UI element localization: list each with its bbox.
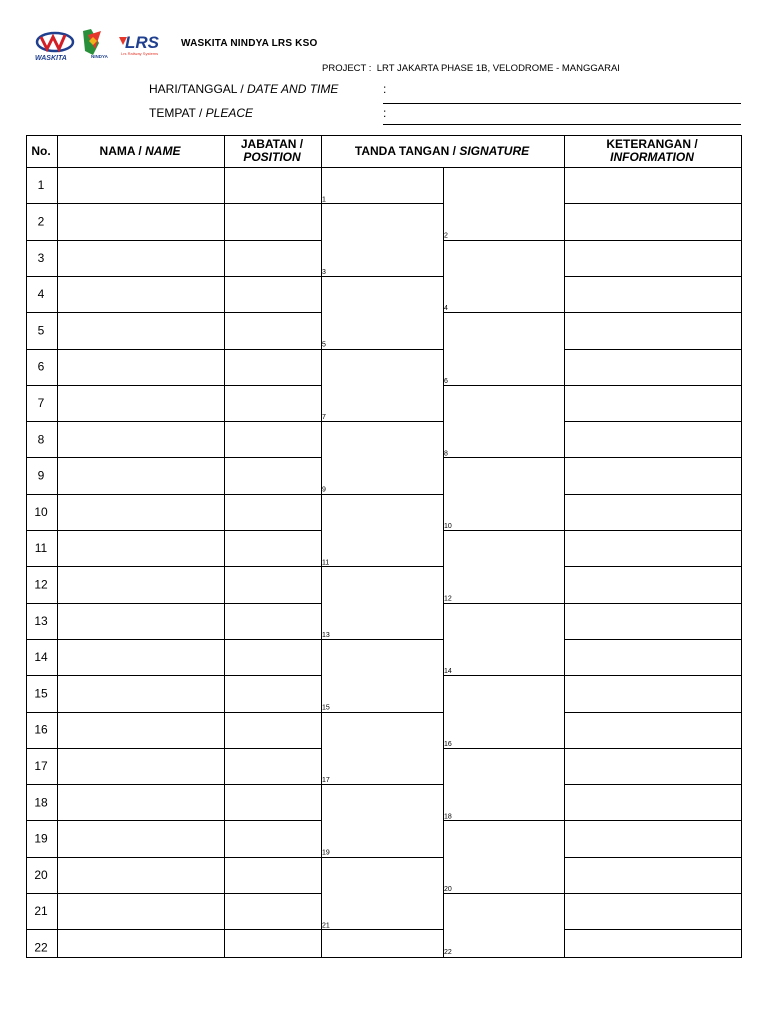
date-field-line[interactable] <box>383 103 741 104</box>
position-cell[interactable] <box>225 676 320 710</box>
signature-number: 20 <box>444 886 452 893</box>
position-cell[interactable] <box>225 277 320 311</box>
name-cell[interactable] <box>58 749 223 783</box>
position-cell[interactable] <box>225 930 320 958</box>
place-label-en: PLEACE <box>205 106 254 120</box>
row-number: 4 <box>37 287 45 302</box>
information-cell[interactable] <box>565 350 740 384</box>
name-cell[interactable] <box>58 785 223 819</box>
row-number: 11 <box>34 541 48 556</box>
attendance-table <box>26 135 742 958</box>
place-colon: : <box>383 106 387 120</box>
signature-number: 3 <box>322 268 326 276</box>
header-position-line2: POSITION <box>243 150 301 164</box>
signature-number: 21 <box>322 922 330 930</box>
row-number: 6 <box>37 359 45 374</box>
company-logos <box>33 27 178 63</box>
position-cell[interactable] <box>225 785 320 819</box>
position-cell[interactable] <box>225 713 320 747</box>
information-cell[interactable] <box>565 604 740 638</box>
position-cell[interactable] <box>225 749 320 783</box>
name-cell[interactable] <box>58 350 223 384</box>
name-cell[interactable] <box>58 821 223 855</box>
position-cell[interactable] <box>225 386 320 420</box>
row-number: 20 <box>34 867 48 882</box>
header-no: No. <box>31 144 51 158</box>
signature-number: 5 <box>322 341 326 349</box>
position-cell[interactable] <box>225 422 320 456</box>
signature-number: 9 <box>322 486 326 494</box>
position-cell[interactable] <box>225 458 320 492</box>
signature-number: 4 <box>444 305 448 313</box>
row-number: 9 <box>37 468 45 483</box>
position-cell[interactable] <box>225 894 320 928</box>
place-field-line[interactable] <box>383 124 741 125</box>
name-cell[interactable] <box>58 713 223 747</box>
name-cell[interactable] <box>58 894 223 928</box>
position-cell[interactable] <box>225 531 320 565</box>
position-cell[interactable] <box>225 821 320 855</box>
information-cell[interactable] <box>565 713 740 747</box>
information-cell[interactable] <box>565 567 740 601</box>
project-value: LRT JAKARTA PHASE 1B, VELODROME - MANGGARAI <box>376 63 620 74</box>
project-line <box>322 63 620 74</box>
information-cell[interactable] <box>565 894 740 928</box>
name-cell[interactable] <box>58 640 223 674</box>
position-cell[interactable] <box>225 640 320 674</box>
information-cell[interactable] <box>565 495 740 529</box>
waskita-logo-text: WASKITA <box>35 55 67 62</box>
signature-number: 7 <box>322 414 326 422</box>
header-information-line1: KETERANGAN / <box>606 137 698 151</box>
information-cell[interactable] <box>565 676 740 710</box>
position-cell[interactable] <box>225 567 320 601</box>
date-label-en: DATE AND TIME <box>247 82 339 96</box>
signature-number: 6 <box>444 377 448 385</box>
signature-number: 14 <box>444 668 452 676</box>
signature-number: 22 <box>444 949 452 956</box>
signature-number: 17 <box>322 777 330 785</box>
name-cell[interactable] <box>58 277 223 311</box>
name-cell[interactable] <box>58 241 223 275</box>
header-signature: TANDA TANGAN / SIGNATURE <box>354 144 530 158</box>
company-name: WASKITA NINDYA LRS KSO <box>181 38 318 49</box>
lrs-logo-text: LRS <box>125 33 159 52</box>
name-cell[interactable] <box>58 567 223 601</box>
name-cell[interactable] <box>58 168 223 202</box>
information-cell[interactable] <box>565 640 740 674</box>
row-number: 22 <box>34 940 48 955</box>
project-label: PROJECT : <box>322 63 372 74</box>
row-number: 18 <box>34 795 48 810</box>
position-cell[interactable] <box>225 241 320 275</box>
row-number: 14 <box>34 650 48 665</box>
signature-number: 13 <box>322 631 330 639</box>
signature-number: 11 <box>322 559 330 567</box>
lrs-logo-subtext: Lrs Railway Systems <box>121 51 159 56</box>
nindya-logo-text: NINDYA <box>91 54 108 59</box>
signature-number: 18 <box>444 813 452 821</box>
name-cell[interactable] <box>58 531 223 565</box>
information-cell[interactable] <box>565 313 740 347</box>
position-cell[interactable] <box>225 350 320 384</box>
information-cell[interactable] <box>565 930 740 958</box>
row-number: 15 <box>34 686 48 701</box>
information-cell[interactable] <box>565 749 740 783</box>
signature-number: 19 <box>322 849 330 857</box>
position-cell[interactable] <box>225 604 320 638</box>
name-cell[interactable] <box>58 204 223 238</box>
row-number: 21 <box>34 904 48 919</box>
signature-number: 1 <box>322 196 326 204</box>
name-cell[interactable] <box>58 930 223 958</box>
signature-number: 8 <box>444 450 448 458</box>
position-cell[interactable] <box>225 204 320 238</box>
date-label <box>149 82 338 96</box>
information-cell[interactable] <box>565 458 740 492</box>
name-cell[interactable] <box>58 495 223 529</box>
position-cell[interactable] <box>225 858 320 892</box>
information-cell[interactable] <box>565 858 740 892</box>
information-cell[interactable] <box>565 277 740 311</box>
name-cell[interactable] <box>58 458 223 492</box>
header-position-line1: JABATAN / <box>240 137 304 151</box>
attendance-grid <box>26 135 742 958</box>
row-number: 19 <box>34 831 48 846</box>
information-cell[interactable] <box>565 386 740 420</box>
signature-number: 2 <box>444 232 448 240</box>
row-number: 12 <box>34 577 48 592</box>
signature-number: 12 <box>444 595 452 603</box>
row-number: 2 <box>37 214 45 229</box>
waskita-logo <box>35 33 73 62</box>
information-cell[interactable] <box>565 168 740 202</box>
information-cell[interactable] <box>565 204 740 238</box>
nindya-logo <box>83 29 109 59</box>
date-colon: : <box>383 82 387 96</box>
information-cell[interactable] <box>565 241 740 275</box>
name-cell[interactable] <box>58 313 223 347</box>
name-cell[interactable] <box>58 858 223 892</box>
header-name: NAMA / NAME <box>99 144 181 158</box>
name-cell[interactable] <box>58 676 223 710</box>
date-label-id: HARI/TANGGAL / <box>149 82 248 96</box>
name-cell[interactable] <box>58 604 223 638</box>
header-information-line2: INFORMATION <box>610 150 694 164</box>
position-cell[interactable] <box>225 495 320 529</box>
signature-number: 16 <box>444 740 452 748</box>
row-number: 17 <box>34 758 48 773</box>
signature-number: 10 <box>444 523 452 530</box>
position-cell[interactable] <box>225 313 320 347</box>
row-number: 16 <box>34 722 48 737</box>
name-cell[interactable] <box>58 386 223 420</box>
place-label-id: TEMPAT / <box>149 106 206 120</box>
row-number: 3 <box>37 250 45 265</box>
information-cell[interactable] <box>565 821 740 855</box>
row-number: 7 <box>37 395 45 410</box>
row-number: 13 <box>34 613 48 628</box>
lrs-logo <box>119 33 160 56</box>
position-cell[interactable] <box>225 168 320 202</box>
place-label <box>149 106 253 120</box>
signature-number: 15 <box>322 704 330 712</box>
row-number: 1 <box>37 178 45 193</box>
information-cell[interactable] <box>565 531 740 565</box>
row-number: 10 <box>34 504 48 519</box>
name-cell[interactable] <box>58 422 223 456</box>
row-number: 8 <box>37 432 45 447</box>
information-cell[interactable] <box>565 785 740 819</box>
row-number: 5 <box>37 323 45 338</box>
information-cell[interactable] <box>565 422 740 456</box>
